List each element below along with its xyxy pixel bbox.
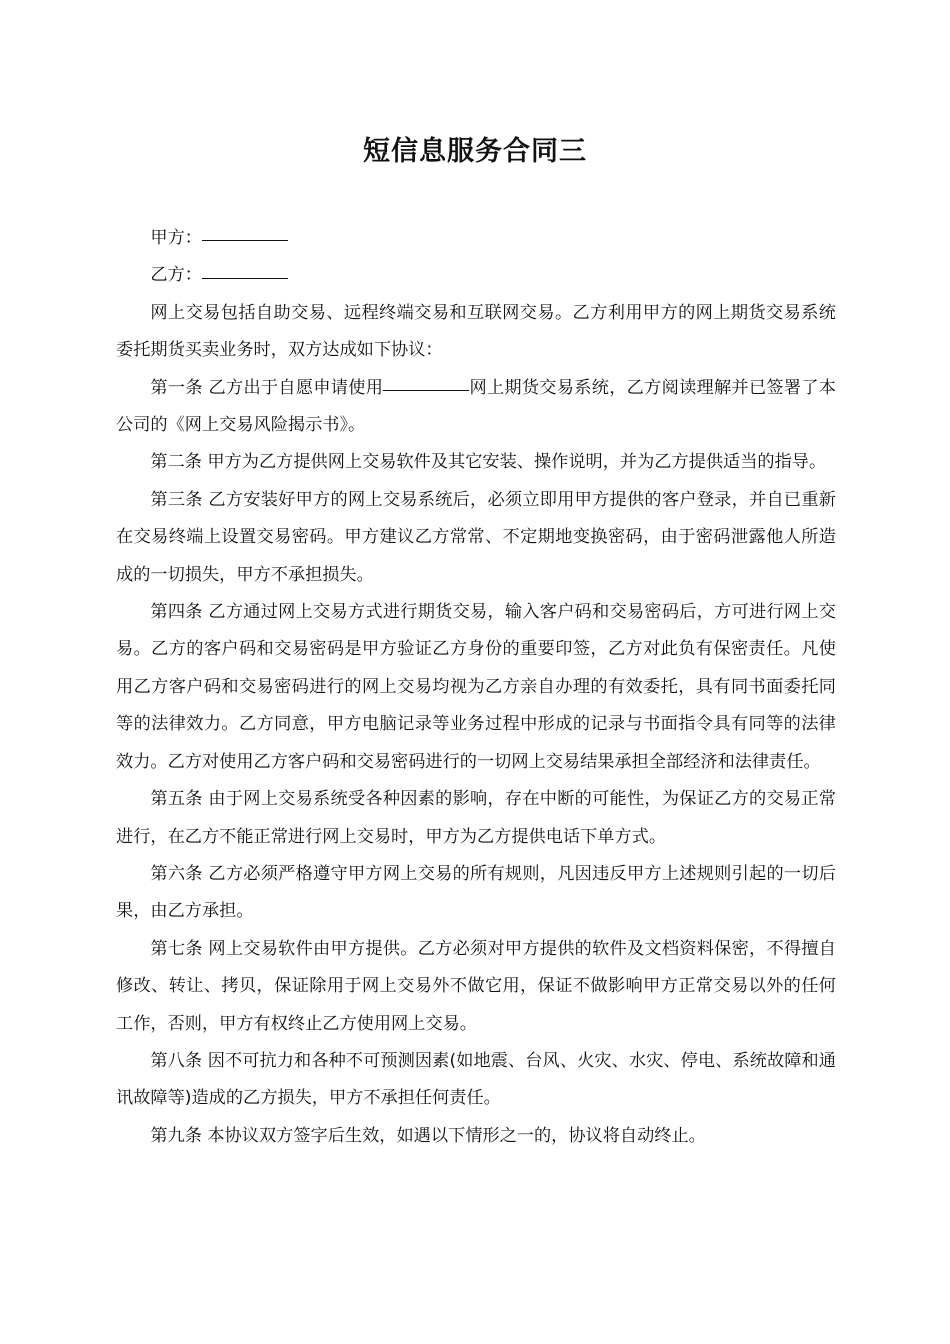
party-a-label: 甲方： [150,228,202,248]
clause-7: 第七条 网上交易软件由甲方提供。乙方必须对甲方提供的软件及文档资料保密，不得擅自修改、转让、拷贝，保证除用于网上交易外不做它用，保证不做影响甲方正常交易以外的任何工作，否则，甲方有权终止乙方使用网上交易。 [116,938,836,1034]
clause-5: 第五条 由于网上交易系统受各种因素的影响，存在中断的可能性，为保证乙方的交易正常进行，在乙方不能正常进行网上交易时，甲方为乙方提供电话下单方式。 [116,789,836,847]
clause-4: 第四条 乙方通过网上交易方式进行期货交易，输入客户码和交易密码后，方可进行网上交易。乙方的客户码和交易密码是甲方验证乙方身份的重要印签，乙方对此负有保密责任。凡使用乙方客户码和交易密码进行的网上交易均视为乙方亲自办理的有效委托，具有同书面委托同等的法律效力。乙方同意，甲方电脑记录等业务过程中形成的记录与书面指令具有同等的法律效力。乙方对使用乙方客户码和交易密码进行的一切网上交易结果承担全部经济和法律责任。 [116,602,836,772]
clause-8: 第八条 因不可抗力和各种不可预测因素(如地震、台风、火灾、水灾、停电、系统故障和通讯故障等)造成的乙方损失，甲方不承担任何责任。 [116,1050,836,1109]
clause-1-after: 网上期货交易系统，乙方阅读理解并已签署了本公司的《网上交易风险揭示书》。 [116,377,836,436]
system-name-blank [383,389,469,391]
document-body [116,220,836,1155]
intro-paragraph: 网上交易包括自助交易、远程终端交易和互联网交易。乙方利用甲方的网上期货交易系统委托期货买卖业务时，双方达成如下协议： [116,302,836,361]
clause-1 [116,370,836,445]
party-a-line [116,220,836,257]
party-a-blank [202,239,288,241]
document-title: 短信息服务合同三 [363,136,587,167]
party-b-line [116,257,836,294]
clause-3: 第三条 乙方安装好甲方的网上交易系统后，必须立即用甲方提供的客户登录，并自已重新在交易终端上设置交易密码。甲方建议乙方常常、不定期地变换密码，由于密码泄露他人所造成的一切损失，甲方不承担损失。 [116,489,836,585]
clause-1-before: 第一条 乙方出于自愿申请使用 [150,377,384,398]
party-b-label: 乙方： [150,265,202,286]
clause-9: 第九条 本协议双方签字后生效，如遇以下情形之一的，协议将自动终止。 [150,1125,706,1146]
party-b-blank [202,277,288,279]
clause-2: 第二条 甲方为乙方提供网上交易软件及其它安装、操作说明，并为乙方提供适当的指导。 [150,452,827,473]
clause-6: 第六条 乙方必须严格遵守甲方网上交易的所有规则，凡因违反甲方上述规则引起的一切后果，由乙方承担。 [116,863,836,922]
